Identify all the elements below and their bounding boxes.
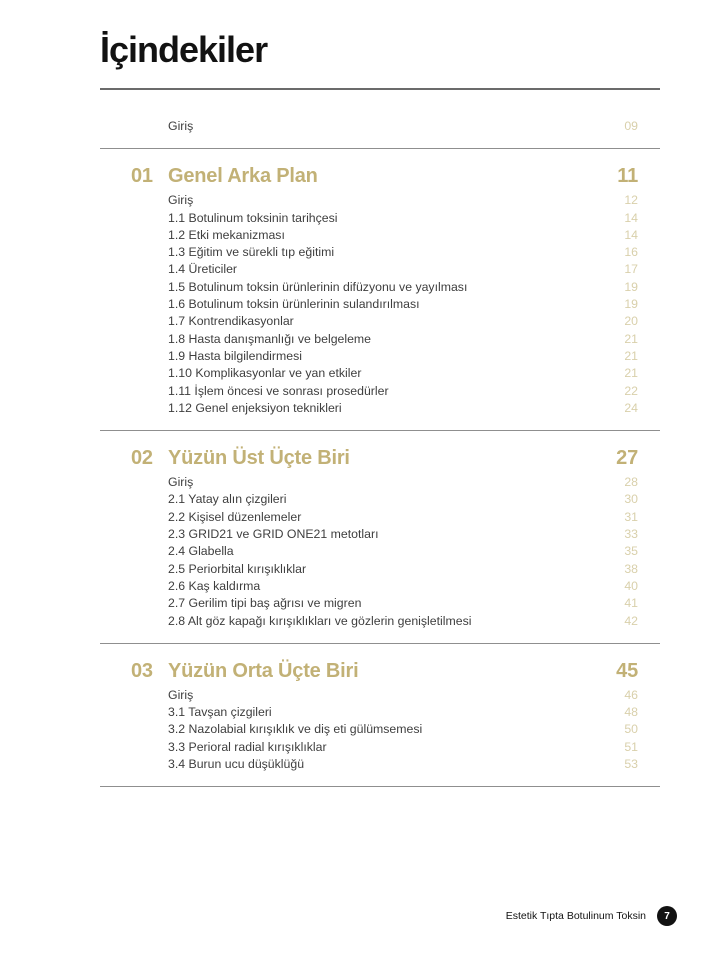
toc-entry bbox=[100, 227, 660, 244]
toc-entry-label: 2.7 Gerilim tipi baş ağrısı ve migren bbox=[168, 596, 362, 611]
toc-entry-page: 12 bbox=[624, 193, 638, 208]
section-title: Genel Arka Plan bbox=[168, 165, 318, 188]
page-footer bbox=[506, 906, 677, 926]
section-number: 03 bbox=[131, 659, 153, 682]
toc-entry bbox=[100, 400, 660, 417]
toc-entry bbox=[100, 296, 660, 313]
toc-entry bbox=[100, 383, 660, 400]
toc-sections bbox=[100, 148, 660, 787]
toc-entry-page: 21 bbox=[624, 366, 638, 381]
toc-entry bbox=[100, 118, 660, 135]
toc-entry bbox=[100, 578, 660, 595]
toc-entry-page: 42 bbox=[624, 613, 638, 628]
toc-entry-label: 3.2 Nazolabial kırışıklık ve diş eti gülümsemesi bbox=[168, 722, 423, 737]
section-entries bbox=[100, 474, 660, 630]
toc-entry-label: 1.7 Kontrendikasyonlar bbox=[168, 314, 294, 329]
section-page: 27 bbox=[616, 447, 638, 470]
toc-entry-label: 2.1 Yatay alın çizgileri bbox=[168, 492, 287, 507]
toc-entry-page: 19 bbox=[624, 297, 638, 312]
page-title: İçindekiler bbox=[100, 29, 268, 70]
toc-entry bbox=[100, 756, 660, 773]
toc-entry-label: 1.8 Hasta danışmanlığı ve belgeleme bbox=[168, 331, 372, 346]
toc-entry-page: 33 bbox=[624, 527, 638, 542]
toc-entry bbox=[100, 331, 660, 348]
toc-entry-page: 20 bbox=[624, 314, 638, 329]
toc-entry-page: 14 bbox=[624, 210, 638, 225]
title-divider bbox=[100, 88, 660, 90]
toc-entry bbox=[100, 192, 660, 209]
toc-entry-label: 1.10 Komplikasyonlar ve yan etkiler bbox=[168, 366, 362, 381]
section-divider bbox=[100, 430, 660, 431]
section-title: Yüzün Üst Üçte Biri bbox=[168, 447, 350, 470]
toc-entry-page: 35 bbox=[624, 544, 638, 559]
toc-entry bbox=[100, 595, 660, 612]
toc-content bbox=[100, 28, 660, 787]
section-header bbox=[100, 163, 660, 190]
toc-entry bbox=[100, 491, 660, 508]
toc-entry bbox=[100, 561, 660, 578]
toc-entry-label: 2.3 GRID21 ve GRID ONE21 metotları bbox=[168, 527, 379, 542]
toc-entry-label: 1.4 Üreticiler bbox=[168, 262, 238, 277]
toc-entry-page: 53 bbox=[624, 757, 638, 772]
toc-entry-label: 2.4 Glabella bbox=[168, 544, 234, 559]
toc-entry-label: Giriş bbox=[168, 475, 194, 490]
section-header bbox=[100, 658, 660, 685]
toc-entry-label: 1.11 İşlem öncesi ve sonrası prosedürler bbox=[168, 383, 389, 398]
section-entries bbox=[100, 192, 660, 417]
toc-entry-page: 14 bbox=[624, 227, 638, 242]
toc-entry bbox=[100, 704, 660, 721]
toc-entry-label: Giriş bbox=[168, 119, 194, 133]
toc-section bbox=[100, 148, 660, 417]
toc-entry-label: 1.1 Botulinum toksinin tarihçesi bbox=[168, 210, 338, 225]
toc-entry bbox=[100, 509, 660, 526]
toc-entry-label: 2.8 Alt göz kapağı kırışıklıkları ve gözlerin genişletilmesi bbox=[168, 613, 472, 628]
section-page: 11 bbox=[617, 165, 638, 188]
toc-entry-page: 40 bbox=[624, 578, 638, 593]
toc-entry bbox=[100, 244, 660, 261]
toc-entry bbox=[100, 474, 660, 491]
section-header bbox=[100, 445, 660, 472]
page-number-badge: 7 bbox=[657, 906, 677, 926]
toc-entry bbox=[100, 261, 660, 278]
toc-entry bbox=[100, 348, 660, 365]
toc-entry-page: 46 bbox=[624, 687, 638, 702]
toc-entry-label: Giriş bbox=[168, 687, 194, 702]
toc-entry bbox=[100, 313, 660, 330]
section-title: Yüzün Orta Üçte Biri bbox=[168, 659, 359, 682]
toc-entry-page: 50 bbox=[624, 722, 638, 737]
toc-entry-label: 1.2 Etki mekanizması bbox=[168, 227, 285, 242]
toc-entry-label: 1.9 Hasta bilgilendirmesi bbox=[168, 348, 302, 363]
toc-entry bbox=[100, 687, 660, 704]
toc-entry-label: Giriş bbox=[168, 193, 194, 208]
section-page: 45 bbox=[616, 659, 638, 682]
toc-entry bbox=[100, 210, 660, 227]
toc-entry bbox=[100, 613, 660, 630]
toc-entry-page: 16 bbox=[624, 245, 638, 260]
toc-entry-label: 3.1 Tavşan çizgileri bbox=[168, 705, 272, 720]
toc-entry bbox=[100, 721, 660, 738]
toc-entry bbox=[100, 365, 660, 382]
toc-entry-label: 3.3 Perioral radial kırışıklıklar bbox=[168, 739, 327, 754]
toc-entry-page: 09 bbox=[624, 119, 638, 133]
toc-entry-page: 30 bbox=[624, 492, 638, 507]
toc-entry-label: 1.5 Botulinum toksin ürünlerinin difüzyonu ve yayılması bbox=[168, 279, 468, 294]
section-divider bbox=[100, 148, 660, 149]
toc-entry-page: 24 bbox=[624, 400, 638, 415]
toc-entry-label: 3.4 Burun ucu düşüklüğü bbox=[168, 757, 305, 772]
toc-section bbox=[100, 643, 660, 773]
toc-entry-page: 28 bbox=[624, 475, 638, 490]
toc-entry-label: 2.6 Kaş kaldırma bbox=[168, 578, 261, 593]
toc-entry-label: 2.2 Kişisel düzenlemeler bbox=[168, 509, 302, 524]
toc-section bbox=[100, 430, 660, 630]
toc-entry bbox=[100, 739, 660, 756]
toc-entry-label: 1.3 Eğitim ve sürekli tıp eğitimi bbox=[168, 245, 335, 260]
toc-entry-page: 51 bbox=[624, 739, 638, 754]
toc-entry-page: 17 bbox=[624, 262, 638, 277]
section-divider bbox=[100, 786, 660, 787]
toc-entry bbox=[100, 279, 660, 296]
toc-entry-page: 41 bbox=[624, 596, 638, 611]
section-number: 01 bbox=[131, 165, 153, 188]
toc-entry-page: 21 bbox=[624, 348, 638, 363]
section-number: 02 bbox=[131, 447, 153, 470]
toc-entry-page: 38 bbox=[624, 561, 638, 576]
section-entries bbox=[100, 687, 660, 773]
section-divider bbox=[100, 643, 660, 644]
toc-entry-page: 21 bbox=[624, 331, 638, 346]
toc-entry-label: 1.12 Genel enjeksiyon teknikleri bbox=[168, 400, 342, 415]
toc-entry-label: 1.6 Botulinum toksin ürünlerinin sulandırılması bbox=[168, 297, 420, 312]
toc-entry-page: 48 bbox=[624, 705, 638, 720]
toc-entry-page: 22 bbox=[624, 383, 638, 398]
toc-entry-page: 31 bbox=[624, 509, 638, 524]
toc-entry-label: 2.5 Periorbital kırışıklıklar bbox=[168, 561, 307, 576]
toc-entry-page: 19 bbox=[624, 279, 638, 294]
toc-entry bbox=[100, 526, 660, 543]
toc-entry bbox=[100, 543, 660, 560]
front-entries bbox=[100, 118, 660, 135]
footer-book-title: Estetik Tıpta Botulinum Toksin bbox=[505, 910, 646, 922]
